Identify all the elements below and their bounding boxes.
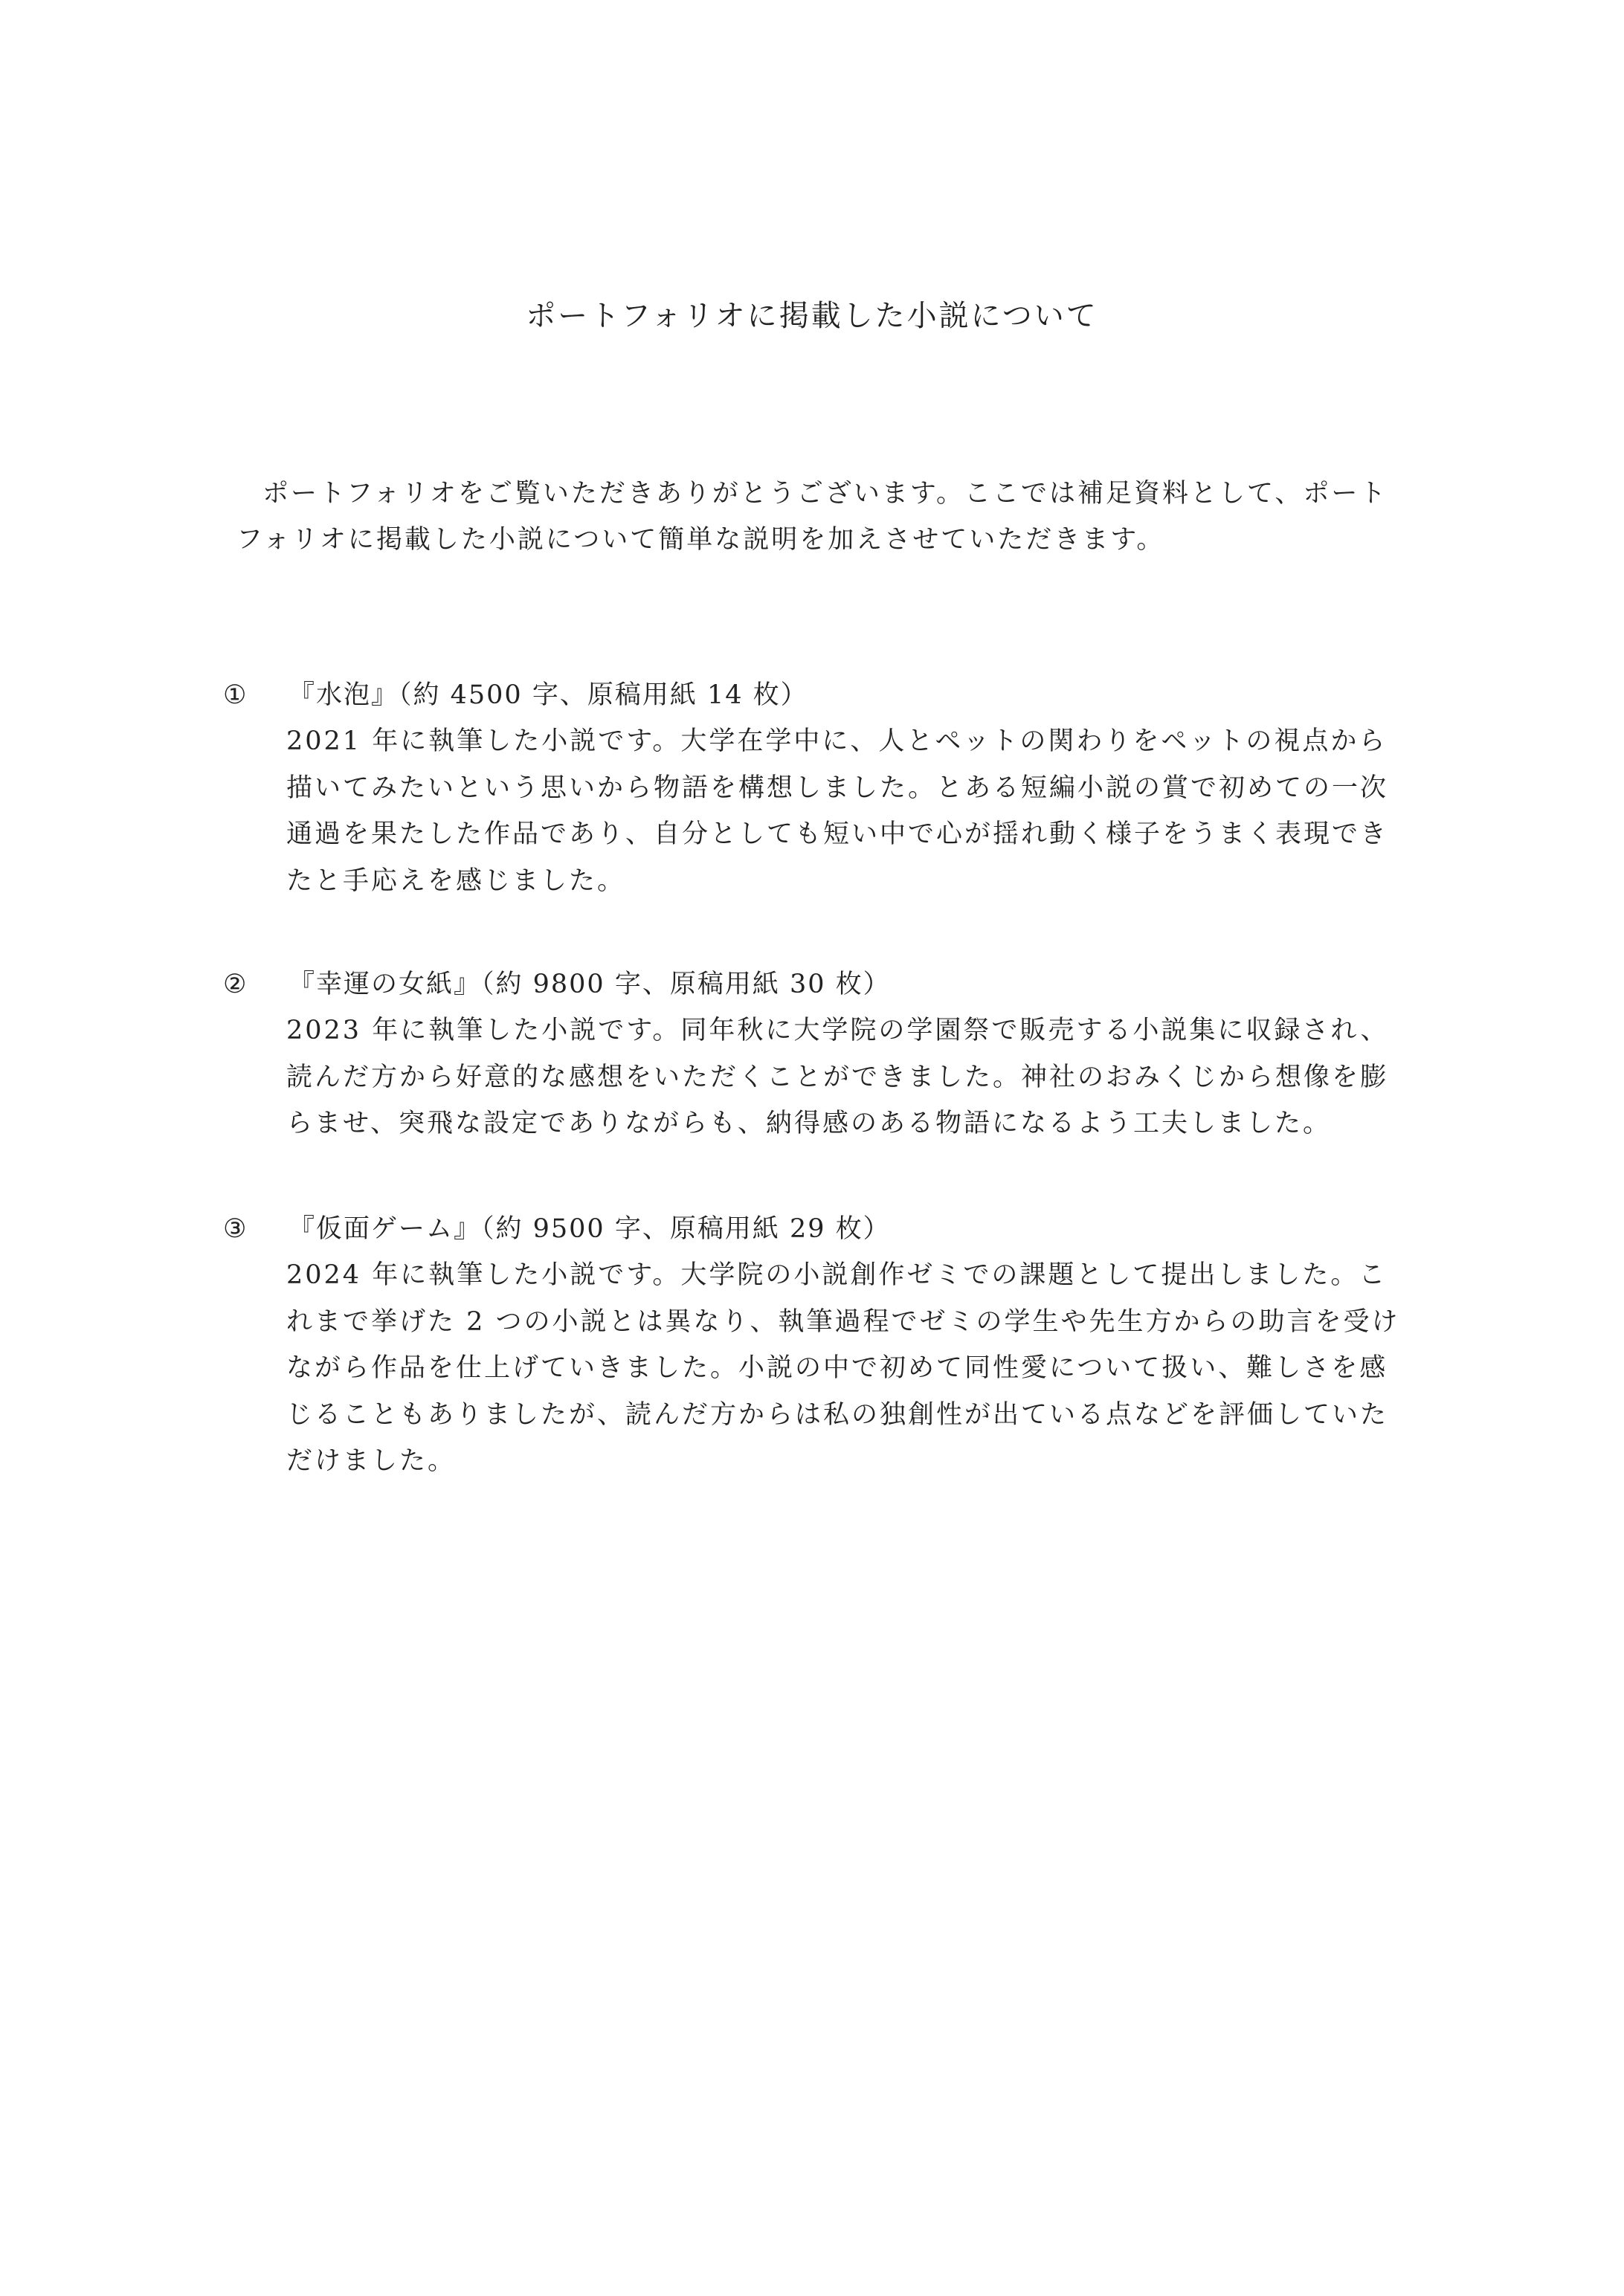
- item-description: 2021 年に執筆した小説です。大学在学中に、人とペットの関わりをペットの視点から描いてみたいという思いから物語を構想しました。とある短編小説の賞で初めての一次通過を果たした作品であり、自分としても短い中で心が揺れ動く様子をうまく表現できたと手応えを感じました。: [286, 726, 1389, 896]
- item-title: 『幸運の女紙』（約 9800 字、原稿用紙 30 枚）: [289, 970, 891, 999]
- document-title: ポートフォリオに掲載した小説について: [526, 299, 1098, 333]
- item-title: 『仮面ゲーム』（約 9500 字、原稿用紙 29 枚）: [289, 1214, 891, 1244]
- item-description: 2024 年に執筆した小説です。大学院の小説創作ゼミでの課題として提出しました。これまで挙げた 2 つの小説とは異なり、執筆過程でゼミの学生や先生方からの助言を受けながら作品を仕上げていきました。小説の中で初めて同性愛について扱い、難しさを感じることもありましたが、読んだ方からは私の独創性が出ている点などを評価していただけました。: [286, 1260, 1400, 1476]
- item-number: ②: [223, 970, 248, 999]
- item-description: 2023 年に執筆した小説です。同年秋に大学院の学園祭で販売する小説集に収録され、読んだ方から好意的な感想をいただくことができました。神社のおみくじから想像を膨らませ、突飛な設定でありながらも、納得感のある物語になるよう工夫しました。: [286, 1016, 1389, 1138]
- item-number: ①: [223, 680, 248, 710]
- novel-item-2-body: [286, 1007, 1409, 1147]
- novel-item-2-heading: [223, 961, 1413, 1007]
- item-number: ③: [223, 1214, 248, 1244]
- novel-item-1-heading: [223, 672, 1413, 718]
- item-title: 『水泡』（約 4500 字、原稿用紙 14 枚）: [289, 680, 808, 710]
- novel-item-3-body: [286, 1252, 1409, 1485]
- intro-text: ポートフォリオをご覧いただきありがとうございます。ここでは補足資料として、ポートフォリオに掲載した小説について簡単な説明を加えさせていただきます。: [236, 479, 1388, 555]
- intro-paragraph: [236, 471, 1411, 563]
- novel-item-1-body: [286, 718, 1409, 904]
- novel-item-3-heading: [223, 1206, 1413, 1252]
